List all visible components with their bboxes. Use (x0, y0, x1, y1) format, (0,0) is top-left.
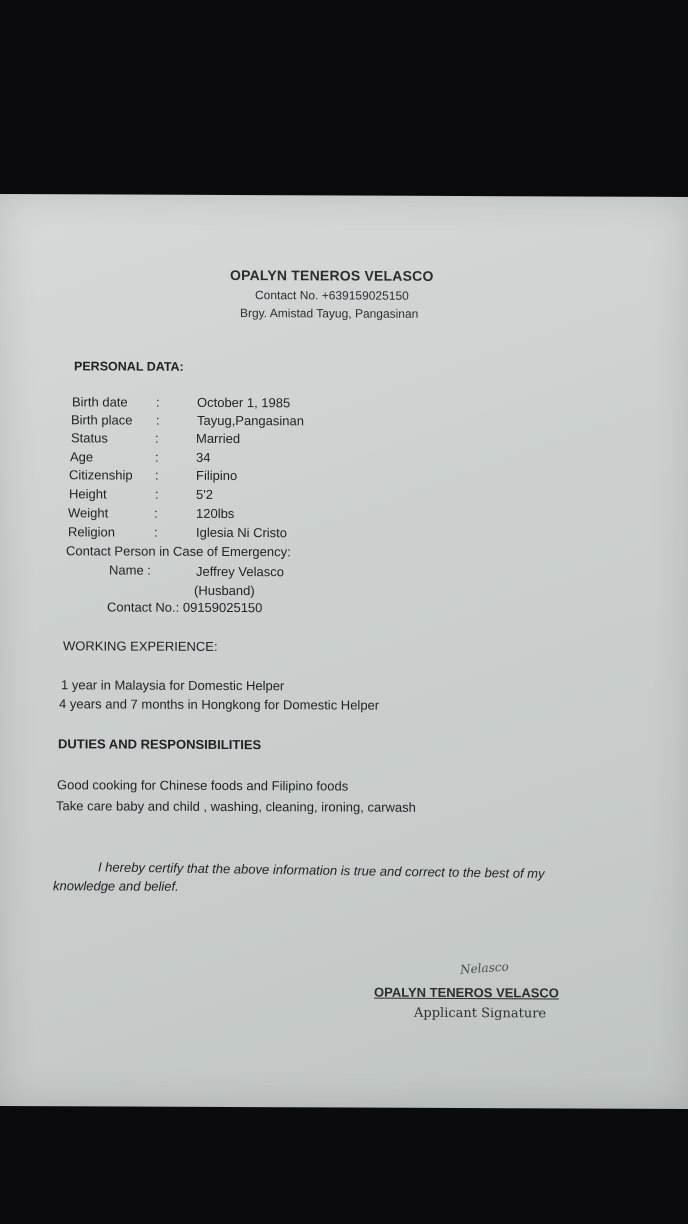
experience-item: 4 years and 7 months in Hongkong for Domestic Helper (59, 696, 380, 713)
personal-colon: : (156, 412, 160, 428)
personal-colon: : (155, 467, 159, 483)
experience-item: 1 year in Malaysia for Domestic Helper (61, 677, 285, 694)
personal-label: Status (71, 430, 108, 446)
personal-label: Height (69, 486, 107, 502)
personal-colon: : (156, 394, 160, 410)
personal-value: Iglesia Ni Cristo (196, 524, 288, 541)
duty-item: Take care baby and child , washing, cleaning, ironing, carwash (56, 798, 416, 815)
certification-line-1: I hereby certify that the above information is true and correct to the best of my (97, 859, 545, 882)
personal-colon: : (155, 430, 159, 446)
personal-data-heading: PERSONAL DATA: (74, 359, 184, 374)
personal-label: Religion (68, 524, 115, 540)
personal-value: Filipino (196, 467, 238, 484)
duties-heading: DUTIES AND RESPONSIBILITIES (58, 736, 262, 753)
contact-number: Contact No. +639159025150 (255, 288, 409, 303)
applicant-name: OPALYN TENEROS VELASCO (230, 267, 434, 284)
emergency-name-value: Jeffrey Velasco (196, 563, 284, 580)
personal-label: Age (70, 449, 94, 465)
signature-scribble: Nelasco (459, 959, 510, 977)
emergency-contact: Contact No.: 09159025150 (107, 599, 263, 616)
personal-colon: : (155, 486, 159, 502)
certification-line-2: knowledge and belief. (53, 878, 179, 894)
signature-name: OPALYN TENEROS VELASCO (374, 984, 559, 1001)
address: Brgy. Amistad Tayug, Pangasinan (240, 306, 419, 321)
personal-colon: : (155, 449, 159, 465)
personal-value: Tayug,Pangasinan (197, 412, 304, 429)
working-experience-heading: WORKING EXPERIENCE: (63, 638, 218, 654)
signature-caption: Applicant Signature (414, 1005, 547, 1022)
personal-colon: : (154, 524, 158, 540)
personal-label: Citizenship (69, 467, 133, 483)
emergency-name-label: Name : (109, 562, 151, 578)
personal-colon: : (154, 505, 158, 521)
personal-label: Birth date (72, 394, 128, 410)
personal-label: Birth place (71, 412, 133, 428)
emergency-heading: Contact Person in Case of Emergency: (66, 543, 291, 560)
emergency-relation: (Husband) (194, 582, 255, 599)
duty-item: Good cooking for Chinese foods and Filipino foods (57, 777, 349, 794)
personal-label: Weight (68, 505, 109, 521)
personal-value: Married (196, 430, 241, 447)
personal-value: 120lbs (196, 505, 235, 522)
personal-value: October 1, 1985 (197, 394, 291, 411)
resume-page (0, 194, 688, 1109)
personal-value: 5'2 (196, 486, 213, 502)
personal-value: 34 (196, 449, 211, 465)
